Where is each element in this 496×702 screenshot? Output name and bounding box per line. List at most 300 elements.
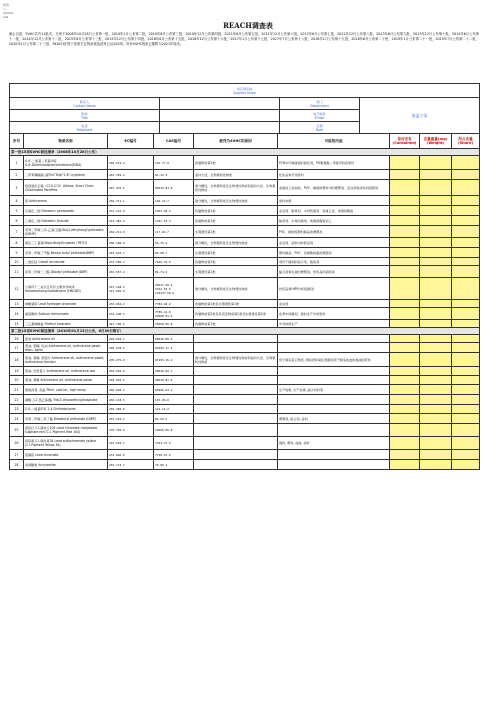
svhc-reason (194, 424, 278, 437)
table-row (10, 278, 480, 300)
possible-use: PCB中环氧树脂的固化剂，PU聚氨酯二苯基甲烷的原料 (278, 156, 390, 170)
share-input[interactable] (452, 414, 480, 424)
cas-number: 90640-82-7 (154, 367, 194, 376)
table-header-row (10, 134, 480, 149)
substance-name: 钼铬红 C.I.颜料红104 Lead chromate molybdate sulphate red (C.I. Pigment Red 104) (24, 424, 108, 437)
row-number: 14 (10, 308, 24, 320)
svhc-reason (194, 450, 278, 460)
svhc-reason: 致癌物质第1类及生殖毒性第1类 (194, 300, 278, 308)
section-title: 第二批15项SVHC候选清单（2010年01月13日公布，6月30日修订） (10, 328, 480, 335)
substance-name: 六溴环十二烷以及所有主要非异构体 Hexabromocyclododecane (HBCDD) (24, 278, 108, 300)
possible-use: 生产电极, 生产炭素, 耐火材料等 (278, 385, 390, 395)
weight-input[interactable] (420, 405, 452, 414)
ec-number: 204-371-1 (108, 196, 154, 206)
table-row (10, 216, 480, 226)
possible-use (278, 405, 390, 414)
ec-number: 427-700-2 (108, 320, 154, 328)
ec-number: 235-759-9 (108, 424, 154, 437)
row-number: 28 (10, 460, 24, 470)
header-weight: 含量重量(mg) (Weight) (420, 134, 452, 149)
possible-use (278, 376, 390, 385)
ec-number: 266-028-2 (108, 385, 154, 395)
cas-number: 85-68-7 (154, 248, 194, 258)
svhc-reason (194, 367, 278, 376)
share-input[interactable] (452, 405, 480, 414)
substance-name: 蒽油 Anthracene oil (24, 335, 108, 343)
svhc-reason: 难分解性，生物累积性及生物毒性物质 (194, 196, 278, 206)
share-input[interactable] (452, 376, 480, 385)
contained-input[interactable] (390, 216, 420, 226)
possible-use: 颜料, 塑料, 油漆, 涂料 (278, 437, 390, 450)
table-row (10, 170, 480, 180)
cas-number: 1327-53-3 (154, 216, 194, 226)
ec-number: 292-604-8 (108, 367, 154, 376)
weight-input[interactable] (420, 320, 452, 328)
substance-name: 邻苯二甲酸二异丁酯 Diisobutyl phthalate (DIBP) (24, 414, 108, 424)
cas-number: 25637-99-4 3194-55-6 134237-50-6 (154, 278, 194, 300)
svhc-reason (194, 343, 278, 353)
ec-number: 204-118-5 (108, 395, 154, 405)
cas-number: 84-74-2 (154, 266, 194, 278)
weight-input[interactable] (420, 395, 452, 405)
share-input[interactable] (452, 437, 480, 450)
substance-name: 三氧化二砷 Diarsenic trioxide (24, 216, 108, 226)
row-number: 23 (10, 405, 24, 414)
row-number: 10 (10, 258, 24, 266)
contained-input[interactable] (390, 170, 420, 180)
svhc-table (9, 133, 480, 470)
possible-use (278, 424, 390, 437)
possible-use: 杀虫剂、除草剂、木材防腐剂、金属合金、玻璃和陶瓷 (278, 206, 390, 216)
cas-number: 101-77-9 (154, 156, 194, 170)
share-input[interactable] (452, 335, 480, 343)
share-input[interactable] (452, 460, 480, 470)
table-row (10, 385, 480, 395)
contained-input[interactable] (390, 320, 420, 328)
table-row (10, 450, 480, 460)
cas-number: 115-96-8 (154, 395, 194, 405)
svhc-reason (194, 335, 278, 343)
contained-input[interactable] (390, 424, 420, 437)
cas-number: 121-14-2 (154, 405, 194, 414)
weight-input[interactable] (420, 343, 452, 353)
svhc-reason: 生殖毒性第2类 (194, 248, 278, 258)
cas-number: 79-06-1 (154, 460, 194, 470)
contained-input[interactable] (390, 405, 420, 414)
share-input[interactable] (452, 367, 480, 376)
table-row (10, 460, 480, 470)
share-input[interactable] (452, 196, 480, 206)
department-label: 部门 Department (280, 98, 360, 110)
share-input[interactable] (452, 395, 480, 405)
possible-use: 黏合剂和乳液的增塑剂、纺织品印染助剂 (278, 266, 390, 278)
row-number: 6 (10, 216, 24, 226)
share-input[interactable] (452, 248, 480, 258)
row-number: 12 (10, 278, 24, 300)
svhc-reason: 难分解性，生物累积性及生物毒性物质和高持久性、生物累积性物质 (194, 180, 278, 196)
substance-name: 二氯化钴 Cobalt dichloride (24, 258, 108, 266)
weight-input[interactable] (420, 437, 452, 450)
svhc-reason: 高持久性，生物累积性物质 (194, 170, 278, 180)
share-input[interactable] (452, 308, 480, 320)
row-number: 24 (10, 414, 24, 424)
substance-name: 蒽油, 蒽糊, 轻油 Anthracene oil, anthracene paste, distn. lights (24, 343, 108, 353)
weight-input[interactable] (420, 226, 452, 238)
ec-number: 215-481-4 (108, 216, 154, 226)
contained-input[interactable] (390, 300, 420, 308)
possible-use: 染料来源 (278, 196, 390, 206)
possible-use: 杀虫剂、涂料中的防虫剂 (278, 238, 390, 248)
possible-use: 化妆品和皂用香料 (278, 170, 390, 180)
contained-input[interactable] (390, 226, 420, 238)
substance-name: 三甲苯磷酸酯 (富Tris"Tolyl"2,6"-xylylene) (24, 170, 108, 180)
table-row (10, 367, 480, 376)
svhc-reason: 难分解性，生物累积性及生物毒性物质和高持久性、生物累积性物质 (194, 353, 278, 367)
row-number: 1 (10, 156, 24, 170)
table-row (10, 196, 480, 206)
table-row (10, 238, 480, 248)
share-input[interactable] (452, 216, 480, 226)
weight-input[interactable] (420, 460, 452, 470)
possible-use (278, 335, 390, 343)
cas-number: 7646-79-9 (154, 258, 194, 266)
ec-number: 231-589-4 (108, 258, 154, 266)
weight-input[interactable] (420, 216, 452, 226)
svhc-reason: 致癌物质第1类 (194, 320, 278, 328)
cas-number: 91995-17-4 (154, 343, 194, 353)
contained-input[interactable] (390, 353, 420, 367)
title-label: 职称 Title (10, 110, 160, 122)
substance-name: 砷酸氢铅 Lead hydrogen arsenate (24, 300, 108, 308)
substance-name: 煤焦沥青, 高温 Pitch, coal tar, high temp. (24, 385, 108, 395)
row-number: 27 (10, 450, 24, 460)
table-row (10, 437, 480, 450)
possible-use (278, 395, 390, 405)
contained-input[interactable] (390, 258, 420, 266)
cas-number: 90640-81-6 (154, 376, 194, 385)
row-number: 8 (10, 238, 24, 248)
share-input[interactable] (452, 385, 480, 395)
table-row (10, 405, 480, 414)
ec-number: 204-211-0 (108, 226, 154, 238)
weight-input[interactable] (420, 424, 452, 437)
contact-label: 联系人 Contact Name (10, 98, 160, 110)
cas-number: 56-35-9 (154, 238, 194, 248)
ec-number: 234-190-3 (108, 308, 154, 320)
contained-input[interactable] (390, 460, 420, 470)
svhc-reason (194, 376, 278, 385)
svhc-reason: 致癌物质第1类 (194, 216, 278, 226)
weight-input[interactable] (420, 258, 452, 266)
contained-input[interactable] (390, 385, 420, 395)
svhc-reason (194, 414, 278, 424)
ec-number: 295-278-5 (108, 343, 154, 353)
ec-number: 201-173-7 (108, 460, 154, 470)
substance-name: 磷酸三(2-氯乙基)酯 Tris(2-chloroethyl)phosphate (24, 395, 108, 405)
table-row (10, 180, 480, 196)
phone-value[interactable] (160, 122, 280, 134)
svhc-reason: 生殖毒性第2类 (194, 266, 278, 278)
svhc-reason: 致癌物质第1类 (194, 206, 278, 216)
share-input[interactable] (452, 156, 480, 170)
weight-input[interactable] (420, 376, 452, 385)
svhc-reason: 难分解性，生物累积性及生物毒性物质 (194, 278, 278, 300)
possible-use: PVC、橡胶等塑料制品的增塑剂 (278, 226, 390, 238)
ec-number: 292-602-7 (108, 335, 154, 343)
corner-meta: 致特 八: XXXXX ed1 (3, 3, 14, 19)
share-input[interactable] (452, 300, 480, 308)
row-number: 22 (10, 395, 24, 405)
contained-input[interactable] (390, 414, 420, 424)
table-row (10, 206, 480, 216)
row-number: 4 (10, 196, 24, 206)
row-number: 19 (10, 367, 24, 376)
table-row (10, 424, 480, 437)
table-row (10, 395, 480, 405)
contained-input[interactable] (390, 376, 420, 385)
document-title: REACH调查表 (223, 21, 273, 30)
ec-number: 292-603-2 (108, 376, 154, 385)
weight-input[interactable] (420, 300, 452, 308)
substance-name: 邻苯二甲酸丁苄酯 Benzyl butyl phthalate(BBP) (24, 248, 108, 258)
table-row (10, 343, 480, 353)
share-input[interactable] (452, 180, 480, 196)
header-name: 物质名称 (24, 134, 108, 149)
substance-name: 蒽油, 蒽糊, 蒽馏分 Anthracene oil, anthracene paste, anthracene fraction (24, 353, 108, 367)
weight-input[interactable] (420, 414, 452, 424)
contained-input[interactable] (390, 266, 420, 278)
weight-input[interactable] (420, 206, 452, 216)
row-number: 5 (10, 206, 24, 216)
weight-input[interactable] (420, 450, 452, 460)
svhc-reason (194, 460, 278, 470)
substance-name: 铅铬黄 C.I.颜料黄34 Lead sulfochromate yellow (C.I.Pigment Yellow 34) (24, 437, 108, 450)
contained-input[interactable] (390, 248, 420, 258)
ec-number: 231-846-0 (108, 450, 154, 460)
cas-number: 85535-84-8 (154, 180, 194, 196)
contained-input[interactable] (390, 395, 420, 405)
possible-use: 用于制造其它物质, 例如蒽和氧化蒽醌和用于制造电池和焦油的原料 (278, 353, 390, 367)
share-input[interactable] (452, 278, 480, 300)
share-input[interactable] (452, 206, 480, 216)
svhc-reason (194, 437, 278, 450)
table-row (10, 248, 480, 258)
possible-use: 皮革中的鞣剂，颜料生产中的原料 (278, 308, 390, 320)
substance-name: 氧化三丁基锡 Bis(tributyltin)oxide (TBTO) (24, 238, 108, 248)
section-title: 第一批15项SVHC候选清单（2008年10月28日公布） (10, 149, 480, 156)
possible-use (278, 367, 390, 376)
cas-number: 1344-37-2 (154, 437, 194, 450)
cas-number: 81-15-2 (154, 170, 194, 180)
row-number: 7 (10, 226, 24, 238)
row-number: 13 (10, 300, 24, 308)
svhc-reason (194, 405, 278, 414)
contained-input[interactable] (390, 308, 420, 320)
contained-input[interactable] (390, 238, 420, 248)
row-number: 9 (10, 248, 24, 258)
substance-name: 4,4'-二氨基二苯基甲烷 4,4'-Diaminodiphenylmethane(MDA) (24, 156, 108, 170)
svhc-reason: 难分解性，生物累积性及生物毒性物质 (194, 238, 278, 248)
weight-input[interactable] (420, 385, 452, 395)
contained-input[interactable] (390, 156, 420, 170)
header-reason: 被列为SVHC的原因 (194, 134, 278, 149)
cas-number: 15606-95-8 (154, 320, 194, 328)
title-value[interactable] (160, 110, 280, 122)
substance-name: 蒽 Anthracene (24, 196, 108, 206)
header-use: 可能的用途 (278, 134, 390, 149)
cas-number: 1303-28-2 (154, 206, 194, 216)
weight-input[interactable] (420, 248, 452, 258)
row-number: 26 (10, 437, 24, 450)
header-cas: CAS编号 (154, 134, 194, 149)
row-number: 17 (10, 343, 24, 353)
svhc-reason: 致癌物质第2类 (194, 258, 278, 266)
cas-number: 7758-97-6 (154, 450, 194, 460)
weight-input[interactable] (420, 170, 452, 180)
substance-name: 铬酸铅 Lead chromate (24, 450, 108, 460)
table-row (10, 258, 480, 266)
header-ec: EC编号 (108, 134, 154, 149)
svhc-reason (194, 385, 278, 395)
intro-paragraph: 截止目前，SVHC共有11批次，分别于2008年10月28日公布第一批，2010年1月公布第二批，2010年6月公布第三批，2010年12月公布第四批，2011年6月公布第五批，2011年12月公布第六批，2012年6月公布第七批，2012年12月公布第八批，2013年6月公布第九批，2013年12月公布第十批，2014年6月公布第十一批，2014年12月公布第十二批，2015年6月公布第十三批，2015年12月公布第十四批，2016年6月公布第十五批，2016年12月公布第十六批，2017年1月公布第十七批，2017年7月公布第十八批，2018年1月公布第十九批，2018年6月公布第二十批，2019年1月公布第二十一批，2019年7月公布第二十二批，2020年1月公布第二十三批，REACH法规下高度关注物质候选清单已达205项。所有SVHC物质已随附为2021年版本。 (9, 32, 479, 47)
ec-number: 202-974-4 (108, 156, 154, 170)
share-input[interactable] (452, 424, 480, 437)
phone-label: 电话 Telephone (10, 122, 160, 134)
weight-input[interactable] (420, 335, 452, 343)
ec-number: 201-622-7 (108, 248, 154, 258)
ec-number: 201-329-4 (108, 170, 154, 180)
cas-number: 7784-40-9 (154, 300, 194, 308)
table-row (10, 300, 480, 308)
share-input[interactable] (452, 266, 480, 278)
ec-number: 215-693-7 (108, 437, 154, 450)
cas-number: 65996-93-2 (154, 385, 194, 395)
table-row (10, 376, 480, 385)
row-number: 3 (10, 180, 24, 196)
share-input[interactable] (452, 343, 480, 353)
substance-name: 蒽油, 含蒽量少 Anthracene oil, anthracene-low (24, 367, 108, 376)
date-label: 日期 Date (280, 122, 360, 134)
supplier-name-cell: 供应商名称 Supplier name (10, 84, 480, 98)
ec-number: 204-450-0 (108, 405, 154, 414)
svhc-reason: 致癌物质第2类及致突变物质第2类及生殖毒性第2类 (194, 308, 278, 320)
ec-number: 200-268-0 (108, 238, 154, 248)
row-number: 16 (10, 335, 24, 343)
substance-name: 重铬酸钠 Sodium dichromate (24, 308, 108, 320)
cas-number: 7789-12-0 10588-01-9 (154, 308, 194, 320)
weight-input[interactable] (420, 156, 452, 170)
possible-use: 纺织品和HIPS中的阻燃剂 (278, 278, 390, 300)
cas-number: 120-12-7 (154, 196, 194, 206)
contained-input[interactable] (390, 278, 420, 300)
weight-input[interactable] (420, 278, 452, 300)
possible-use: 增塑剂, 粘合剂, 涂料 (278, 414, 390, 424)
svhc-reason: 生殖毒性第2类 (194, 226, 278, 238)
svhc-reason (194, 395, 278, 405)
possible-use (278, 343, 390, 353)
share-input[interactable] (452, 353, 480, 367)
weight-input[interactable] (420, 196, 452, 206)
substance-name: 2,4-二硝基甲苯 2,4-Dinitrotoluene (24, 405, 108, 414)
possible-use (278, 460, 390, 470)
table-row (10, 308, 480, 320)
supplier-table (9, 83, 480, 134)
substance-name: 蒽油, 蒽糊 Anthracene oil, anthracene paste (24, 376, 108, 385)
header-share: 所占含量 (Share) (452, 134, 480, 149)
substance-name: 邻苯二甲酸二(2-乙基己)酯 Bis(2-ethylhexyl)phthalate (DEHP) (24, 226, 108, 238)
substance-name: 邻苯二甲酸二丁酯 Dibutyl phthalate (DBP) (24, 266, 108, 278)
ec-number: 295-275-9 (108, 353, 154, 367)
table-row (10, 353, 480, 367)
possible-use (278, 450, 390, 460)
section-row (10, 328, 480, 335)
contained-input[interactable] (390, 343, 420, 353)
weight-input[interactable] (420, 180, 452, 196)
weight-input[interactable] (420, 238, 452, 248)
company-stamp-cell: 加盖公章 (360, 98, 480, 134)
share-input[interactable] (452, 320, 480, 328)
section-row (10, 149, 480, 156)
table-row (10, 320, 480, 328)
table-row (10, 226, 480, 238)
cas-number: 12656-85-8 (154, 424, 194, 437)
svhc-reason: 致癌物质第2类 (194, 156, 278, 170)
ec-number: 201-557-4 (108, 266, 154, 278)
row-number: 2 (10, 170, 24, 180)
table-row (10, 414, 480, 424)
row-number: 18 (10, 353, 24, 367)
possible-use: 除草剂、木材防腐剂、玻璃或陶瓷加工 (278, 216, 390, 226)
row-number: 20 (10, 376, 24, 385)
possible-use: 半导体的生产 (278, 320, 390, 328)
ec-number: 232-064-2 (108, 300, 154, 308)
contained-input[interactable] (390, 437, 420, 450)
contact-value[interactable] (160, 98, 280, 110)
ec-number: 215-116-9 (108, 206, 154, 216)
weight-input[interactable] (420, 353, 452, 367)
contained-input[interactable] (390, 180, 420, 196)
cas-number: 90640-80-5 (154, 335, 194, 343)
email-label: 电子邮件 E'mail (280, 110, 360, 122)
header-no: 序号 (10, 134, 24, 149)
contained-input[interactable] (390, 335, 420, 343)
weight-input[interactable] (420, 308, 452, 320)
cas-number: 84-69-5 (154, 414, 194, 424)
share-input[interactable] (452, 450, 480, 460)
contained-input[interactable] (390, 450, 420, 460)
substance-name: 三乙基砷酸盐 Triethyl arsenate (24, 320, 108, 328)
contained-input[interactable] (390, 367, 420, 376)
share-input[interactable] (452, 170, 480, 180)
weight-input[interactable] (420, 266, 452, 278)
row-number: 25 (10, 424, 24, 437)
contained-input[interactable] (390, 206, 420, 216)
ec-number: 247-148-4 221-695-9 (108, 278, 154, 300)
possible-use: 杀虫剂 (278, 300, 390, 308)
share-input[interactable] (452, 258, 480, 266)
share-input[interactable] (452, 238, 480, 248)
row-number: 11 (10, 266, 24, 278)
weight-input[interactable] (420, 367, 452, 376)
row-number: 21 (10, 385, 24, 395)
substance-name: 丙烯酰胺 Acrylamide (24, 460, 108, 470)
possible-use: 金属加工的油剂，PVC、橡胶和塑料中的增塑剂、密封剂和涂料的阻燃剂 (278, 180, 390, 196)
possible-use: 用作干燥剂的指示剂、吸收剂 (278, 258, 390, 266)
cas-number: 91995-15-2 (154, 353, 194, 367)
contained-input[interactable] (390, 196, 420, 206)
table-row (10, 335, 480, 343)
share-input[interactable] (452, 226, 480, 238)
